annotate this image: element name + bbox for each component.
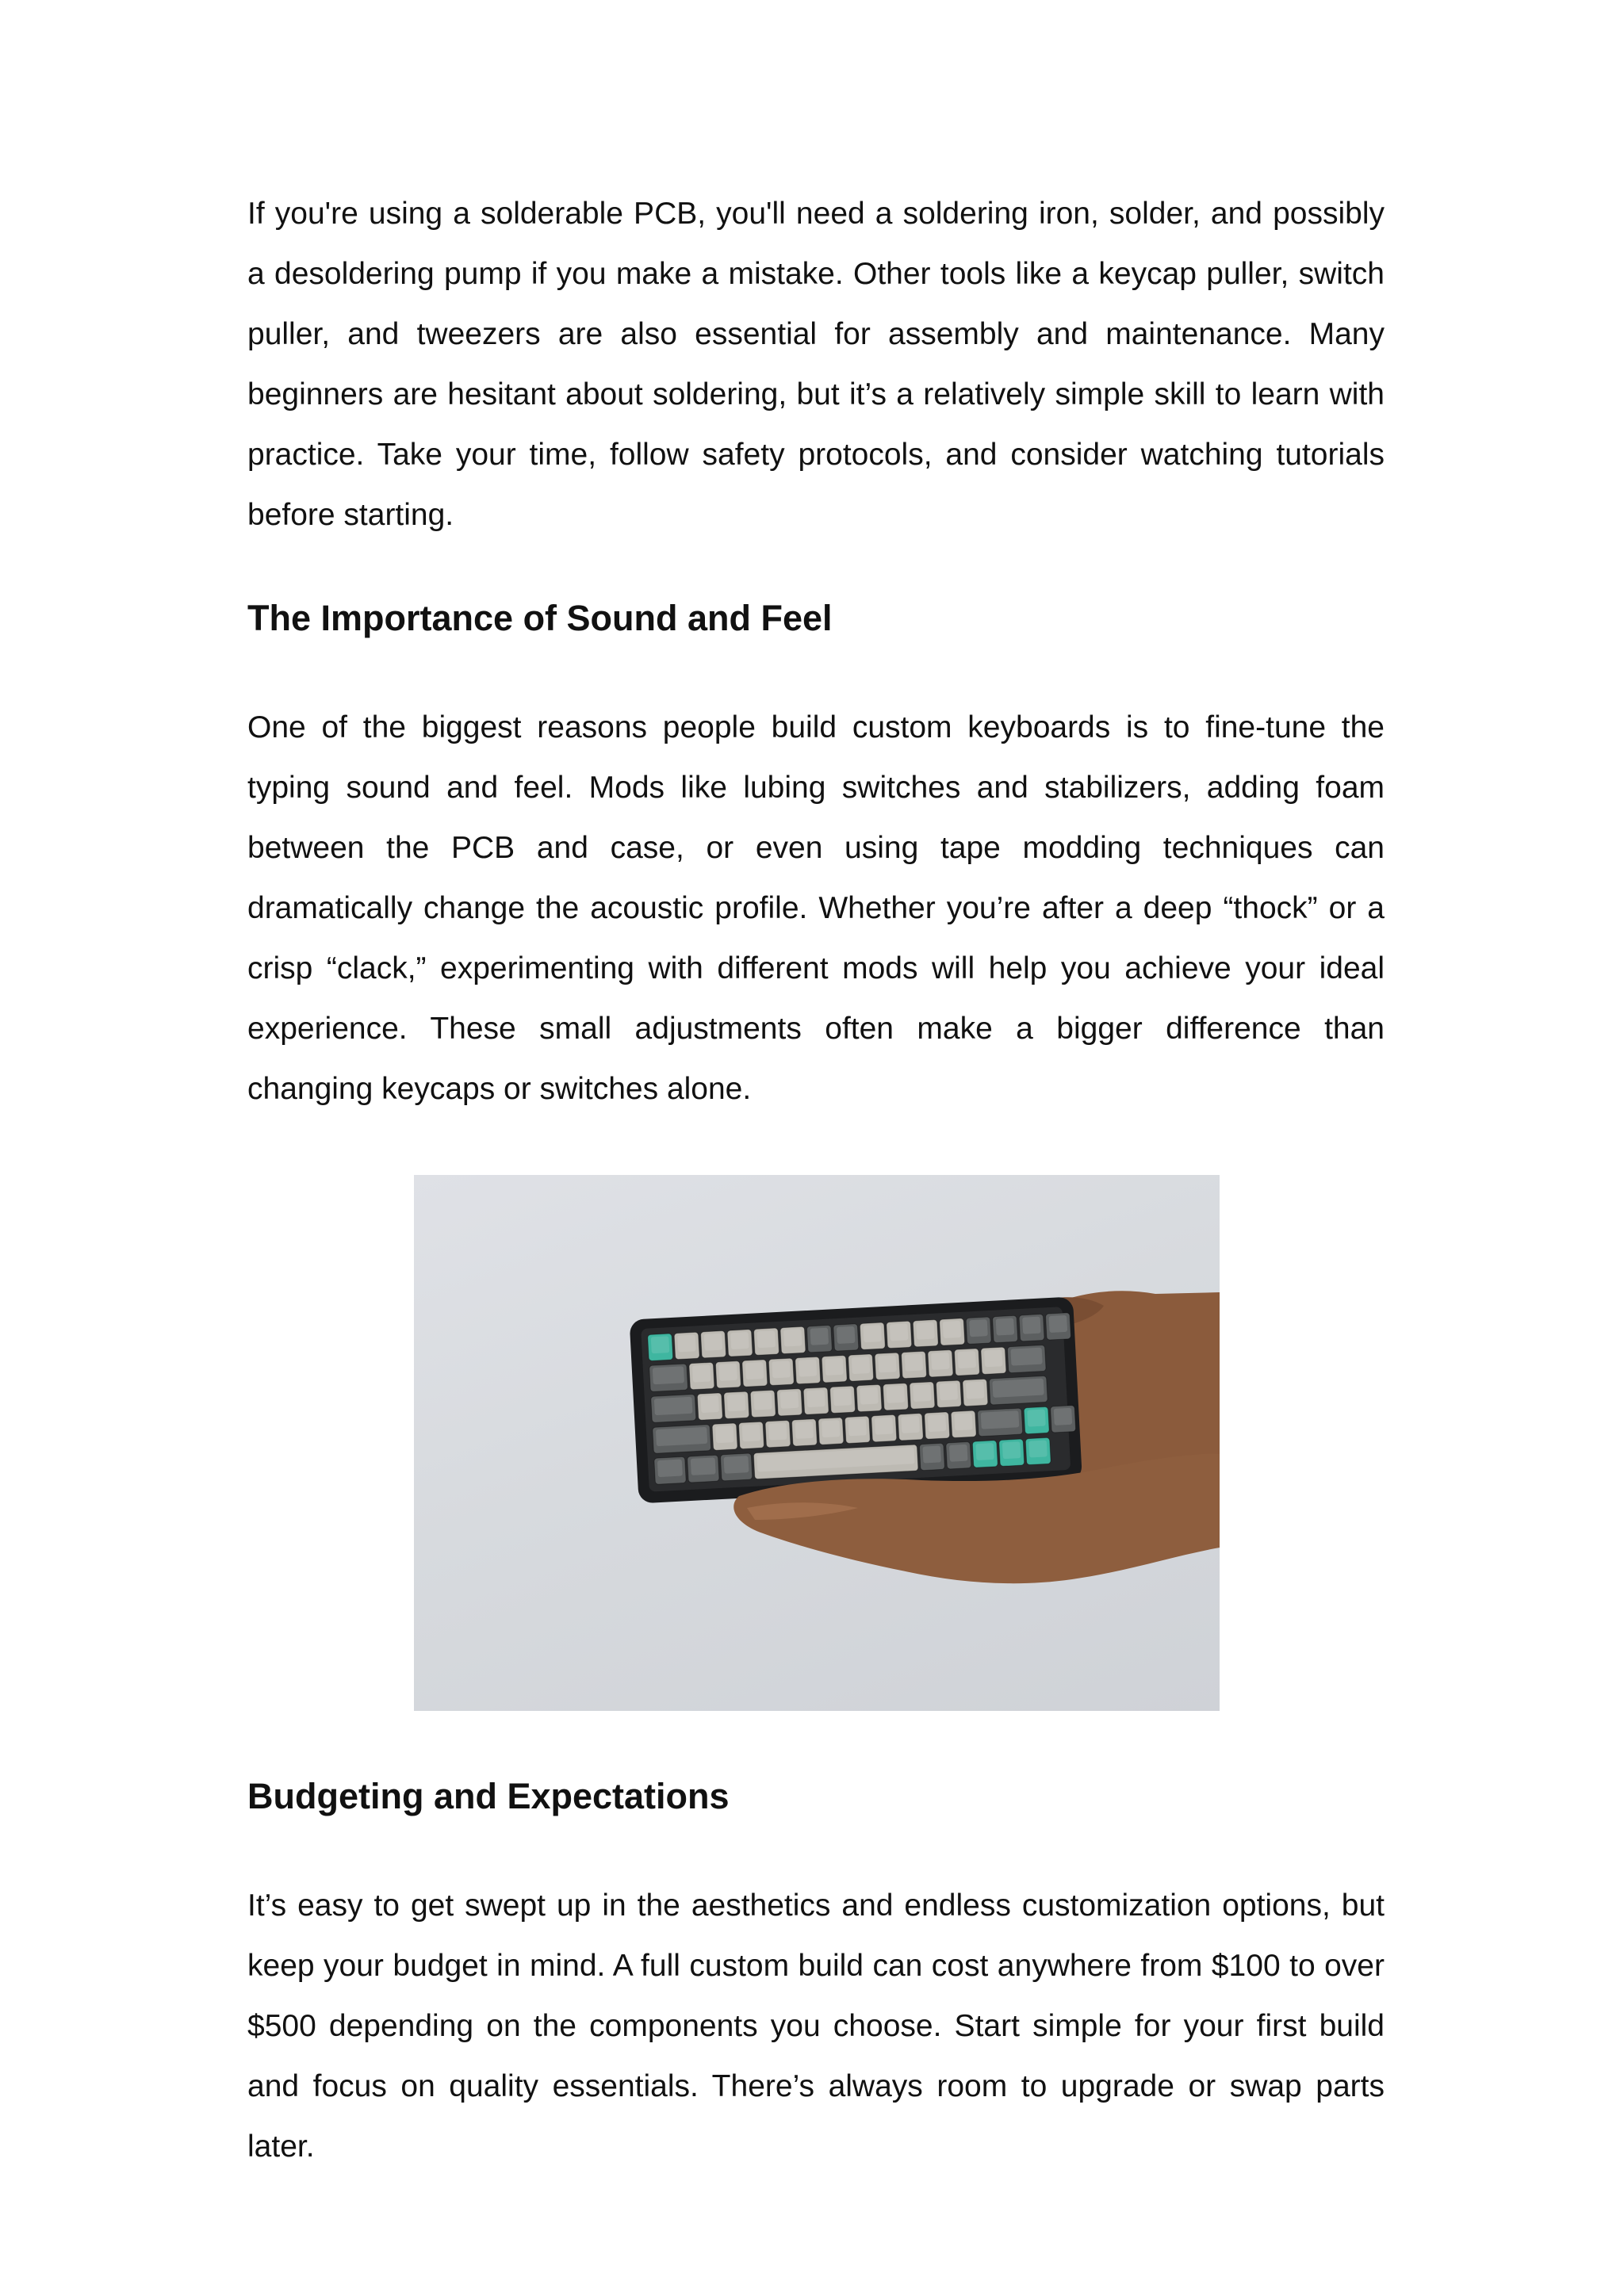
keycap-highlight (745, 1362, 764, 1380)
keycap-highlight (727, 1394, 746, 1411)
paragraph-soldering: If you're using a solderable PCB, you'll need a soldering iron, solder, and possibly a desoldering pump if you make a mistake. Other tools like a keycap puller, switch puller, and tweezers are also essential for assembly and maintenance. Many beginners are hesitant about soldering, but it’s a relatively simple skill to learn with practice. Take your time, follow safety protocols, and consider watching tutorials before starting. (247, 197, 1385, 532)
keycap-highlight (913, 1384, 932, 1402)
keycap-highlight (654, 1397, 693, 1415)
keyboard-photo-image (414, 1175, 1220, 1711)
keycap-highlight (753, 1392, 772, 1410)
keycap-highlight (981, 1410, 1020, 1429)
keycap-highlight (931, 1353, 950, 1370)
keycap-highlight (704, 1334, 723, 1351)
keycap-highlight (958, 1351, 977, 1368)
keycap-highlight (742, 1424, 761, 1441)
keycap-highlight (692, 1364, 711, 1382)
keycaps (648, 1313, 1078, 1485)
keycap-highlight (1022, 1317, 1041, 1334)
keycap-highlight (657, 1460, 683, 1478)
keycap-highlight (833, 1388, 852, 1406)
keycap-highlight (949, 1445, 968, 1462)
keycap-highlight (966, 1381, 985, 1399)
keyboard-photo (414, 1175, 1220, 1711)
keycap-highlight (916, 1322, 935, 1340)
keycap-highlight (875, 1418, 894, 1435)
keycap-highlight (1002, 1441, 1021, 1459)
keycap-highlight (1054, 1408, 1073, 1425)
keycap-highlight (984, 1349, 1003, 1367)
paragraph-budgeting: It’s easy to get swept up in the aesthetics and endless customization options, but keep your budget in mind. A full custom build can cost anywhere from $100 to over $500 depending on the components you choose. Start simple for your first build and focus on quality essentials. There’s always room to upgrade or swap parts later. (247, 1888, 1385, 2164)
keycap-highlight (718, 1364, 737, 1381)
section-heading-budgeting: Budgeting and Expectations (247, 1776, 730, 1816)
keycap-highlight (730, 1332, 749, 1349)
paragraph-sound-and-feel: One of the biggest reasons people build custom keyboards is to fine-tune the typing sound and feel. Mods like lubing switches and stabilizers, adding foam between the PCB and case, or even using tape modding techniques can dramatically change the acoustic profile. Whether you’re after a deep “thock” or a crisp “clack,” experimenting with different mods will help you achieve your ideal experience. These small adjustments often make a bigger difference than changing keycaps or switches alone. (247, 710, 1385, 1106)
keycap-highlight (992, 1379, 1044, 1398)
keycap-highlight (954, 1413, 973, 1430)
keycap-highlight (651, 1336, 670, 1353)
keycap-highlight (996, 1318, 1015, 1335)
keycap-highlight (890, 1323, 909, 1341)
keycap-highlight (887, 1386, 906, 1403)
keycap-highlight (783, 1329, 802, 1346)
keycap-highlight (653, 1366, 684, 1384)
keycap-highlight (878, 1355, 897, 1372)
document-body (247, 184, 1385, 2177)
keycap-highlight (901, 1416, 920, 1433)
keycap-highlight (822, 1420, 841, 1437)
keycap-highlight (656, 1427, 707, 1446)
keycap-highlight (795, 1422, 814, 1439)
section-heading-sound-and-feel: The Importance of Sound and Feel (247, 598, 833, 638)
keycap-highlight (848, 1418, 867, 1436)
keycap-highlight (939, 1383, 958, 1400)
keycap-highlight (969, 1319, 988, 1337)
keycap-highlight (860, 1387, 879, 1404)
keycap-highlight (975, 1443, 994, 1460)
keycap-highlight (715, 1425, 734, 1443)
keycap-highlight (757, 1330, 776, 1348)
keycap-highlight (700, 1395, 719, 1413)
keycap-highlight (825, 1358, 844, 1376)
keycap-highlight (1049, 1315, 1068, 1333)
keycap-highlight (837, 1326, 856, 1344)
keycap-highlight (928, 1414, 947, 1432)
keycap-highlight (943, 1321, 962, 1338)
keycap-highlight (1010, 1348, 1042, 1366)
keycap-highlight (922, 1445, 941, 1463)
keycap-highlight (768, 1423, 787, 1441)
keycap-highlight (806, 1390, 825, 1407)
keycap-highlight (852, 1357, 871, 1374)
keycap-highlight (780, 1391, 799, 1409)
keycap-highlight (724, 1456, 749, 1474)
keycap-highlight (677, 1334, 696, 1352)
keycap-highlight (1027, 1409, 1046, 1426)
keycap-highlight (905, 1353, 924, 1371)
keycap-highlight (863, 1325, 882, 1342)
keycap-highlight (1028, 1440, 1048, 1457)
keycap-highlight (810, 1328, 829, 1345)
keycap-highlight (691, 1457, 716, 1475)
keycap-highlight (799, 1359, 818, 1376)
keycap-highlight (772, 1360, 791, 1378)
